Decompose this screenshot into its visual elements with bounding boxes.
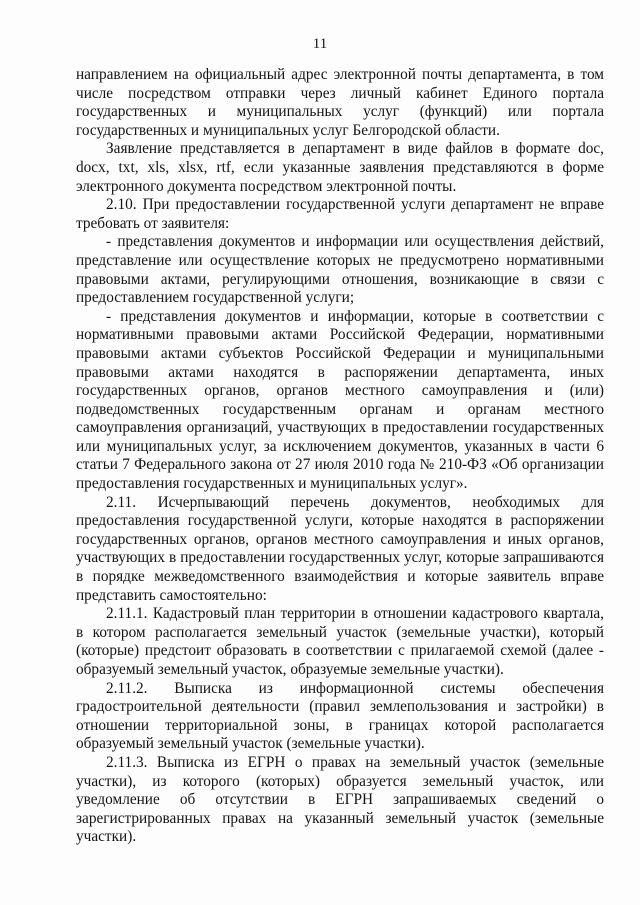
paragraph-2-11-2: 2.11.2. Выписка из информационной системы обеспечения градостроительной деятельности (правил землепользования и застройки) в отношении территориальной зоны, в границах которой располагается образуемый земельный участок (земельные участки). (76, 679, 604, 753)
paragraph-2-11: 2.11. Исчерпывающий перечень документов, необходимых для предоставления государственной услуги, которые находятся в распоряжении государственных органов, органов местного самоуправления и иных органов, участвующих в предоставлении государственных услуг, которые запрашиваются в порядке межведомственного взаимодействия и которые заявитель вправе представить самостоятельно: (76, 493, 604, 604)
document-body (76, 66, 604, 847)
paragraph-2-10: 2.10. При предоставлении государственной услуги департамент не вправе требовать от заявителя: (76, 196, 604, 232)
paragraph-file-formats: Заявление представляется в департамент в виде файлов в формате doc, docx, txt, xls, xlsx, rtf, если указанные заявления представляются в форме электронного документа посредством электронной почты. (76, 140, 604, 195)
page-number: 11 (312, 36, 328, 52)
paragraph-2-10-item-1: - представления документов и информации или осуществления действий, представление или осуществление которых не предусмотрено нормативными правовыми актами, регулирующими отношения, возникающие в связи с предоставлением государственной услуги; (76, 233, 604, 307)
paragraph-continuation: направлением на официальный адрес электронной почты департамента, в том числе посредством отправки через личный кабинет Единого портала государственных и муниципальных услуг (функций) или портала государственных и муниципальных услуг Белгородской области. (76, 66, 604, 139)
paragraph-2-11-3: 2.11.3. Выписка из ЕГРН о правах на земельный участок (земельные участки), из которого (которых) образуется земельный участок, или уведомление об отсутствии в ЕГРН запрашиваемых сведений о зарегистрированных правах на указанный земельный участок (земельные участки). (76, 753, 604, 846)
paragraph-2-11-1: 2.11.1. Кадастровый план территории в отношении кадастрового квартала, в котором располагается земельный участок (земельные участки), который (которые) предстоит образовать в соответствии с прилагаемой схемой (далее - образуемый земельный участок, образуемые земельные участки). (76, 605, 604, 678)
paragraph-2-10-item-2: - представления документов и информации, которые в соответствии с нормативными правовыми актами Российской Федерации, нормативными правовыми актами субъектов Российской Федерации и муниципальными правовыми актами находятся в распоряжении департамента, иных государственных органов, органов местного самоуправления и (или) подведомственных государственным органам и органам местного самоуправления организаций, участвующих в предоставлении государственных или муниципальных услуг, за исключением документов, указанных в части 6 статьи 7 Федерального закона от 27 июля 2010 года № 210-ФЗ «Об организации предоставления государственных и муниципальных услуг». (76, 307, 604, 493)
